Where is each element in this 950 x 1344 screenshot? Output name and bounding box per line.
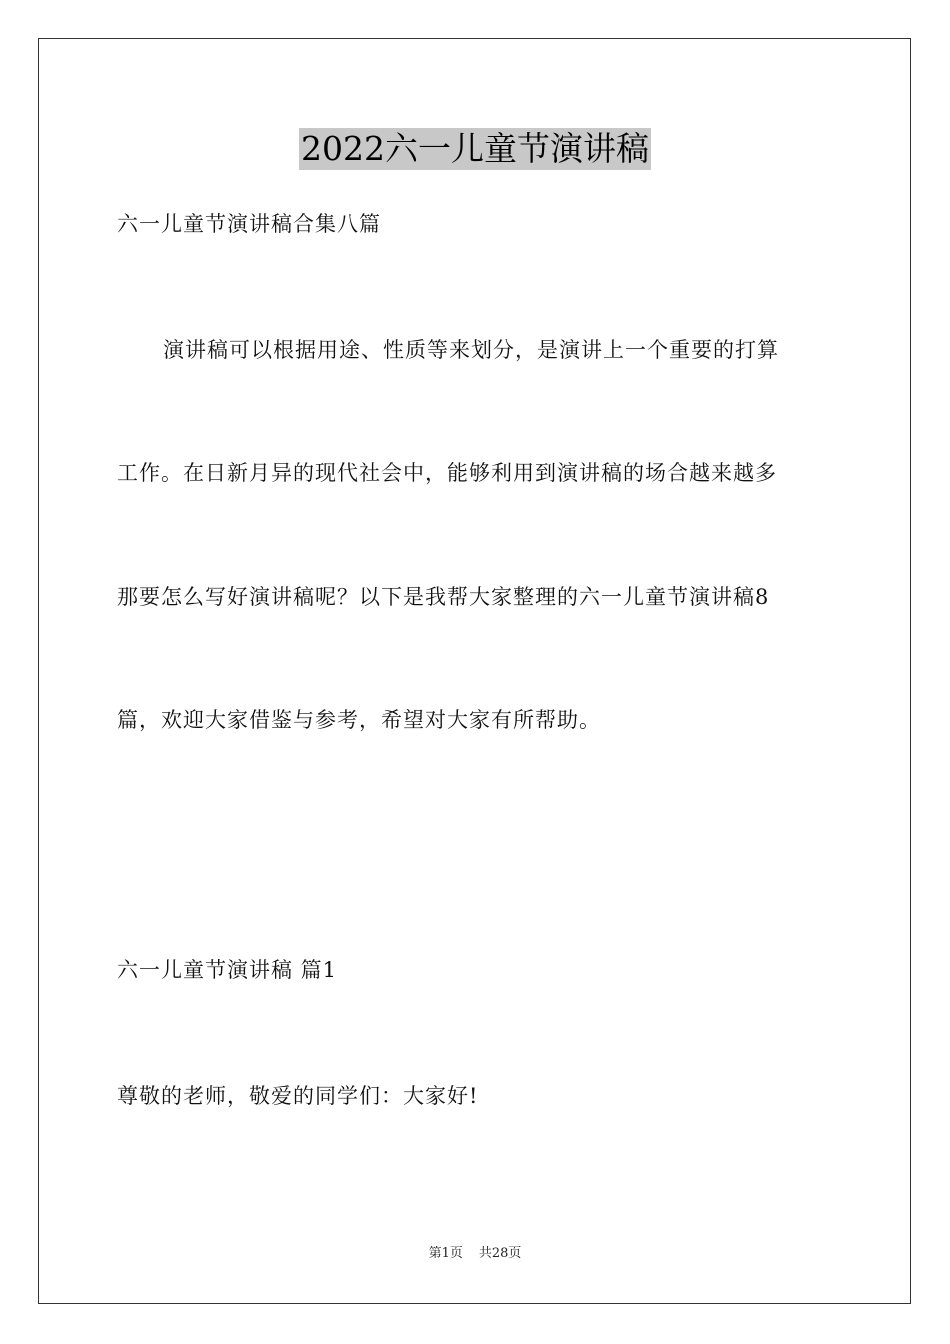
document-title: 2022六一儿童节演讲稿 — [301, 129, 649, 168]
section-heading: 六一儿童节演讲稿 篇1 — [117, 958, 338, 982]
title-container — [0, 128, 950, 170]
document-subtitle: 六一儿童节演讲稿合集八篇 — [117, 212, 381, 236]
greeting-line: 尊敬的老师，敬爱的同学们：大家好! — [117, 1084, 479, 1108]
page-number: 第1页 — [428, 1246, 463, 1261]
page-footer — [0, 1245, 950, 1263]
paragraph-line-1: 演讲稿可以根据用途、性质等来划分，是演讲上一个重要的打算 — [163, 338, 779, 362]
paragraph-line-4: 篇，欢迎大家借鉴与参考，希望对大家有所帮助。 — [117, 708, 601, 732]
paragraph-line-2: 工作。在日新月异的现代社会中，能够利用到演讲稿的场合越来越多 — [117, 461, 777, 485]
page-total: 共28页 — [478, 1246, 522, 1261]
paragraph-line-3: 那要怎么写好演讲稿呢？以下是我帮大家整理的六一儿童节演讲稿8 — [117, 585, 770, 609]
